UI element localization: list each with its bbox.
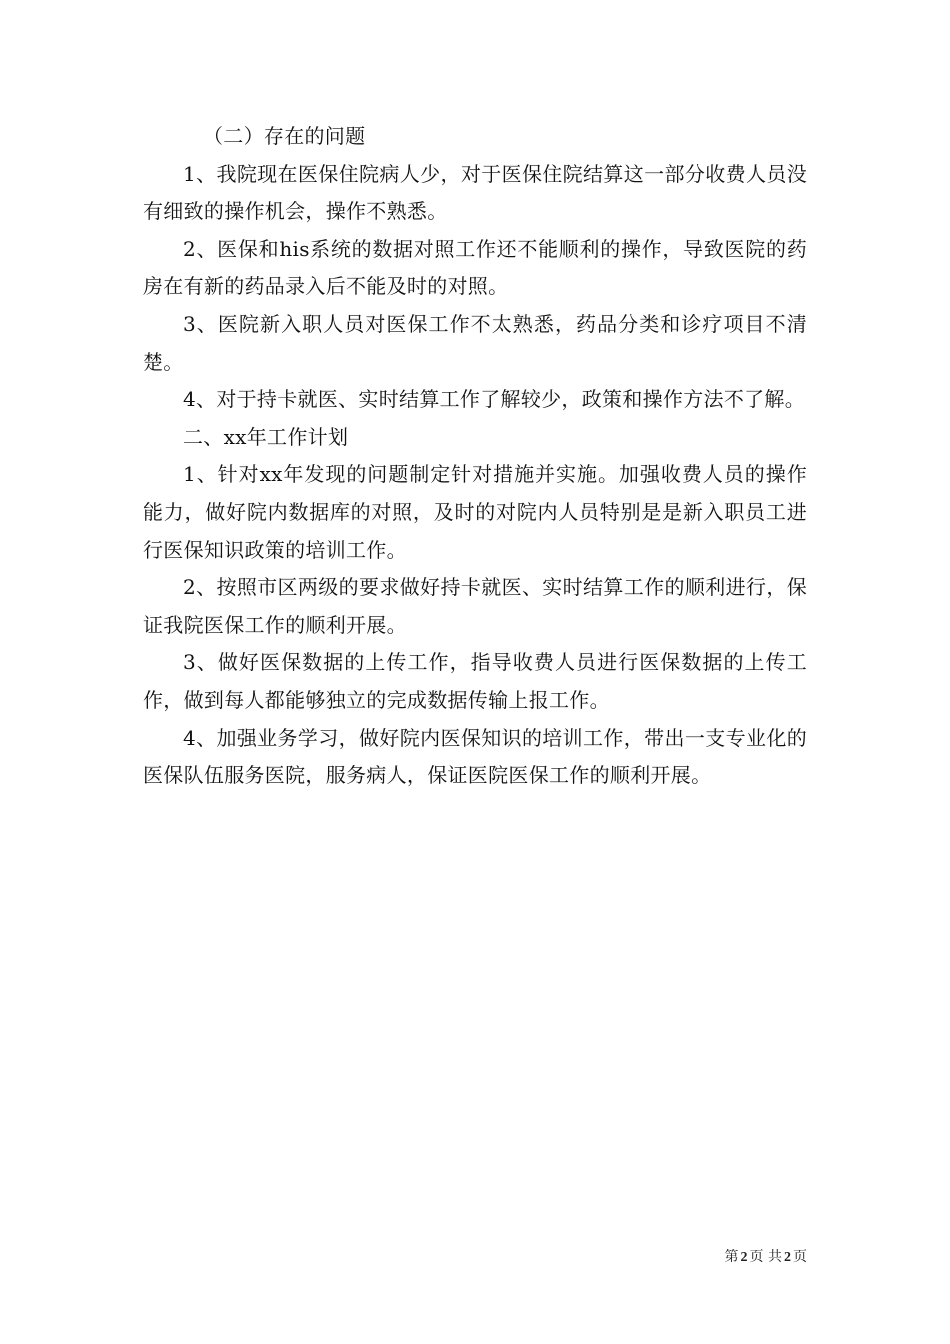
footer-prefix: 第 [724, 1249, 739, 1265]
page-footer [725, 1246, 807, 1266]
problem-item-3: 3、医院新入职人员对医保工作不太熟悉，药品分类和诊疗项目不清楚。 [143, 311, 807, 374]
problem-item-1: 1、我院现在医保住院病人少，对于医保住院结算这一部分收费人员没有细致的操作机会，操作不熟悉。 [143, 161, 807, 224]
plan-item-2: 2、按照市区两级的要求做好持卡就医、实时结算工作的顺利进行，保证我院医保工作的顺利开展。 [143, 575, 807, 637]
plan-item-1: 1、针对xx年发现的问题制定针对措施并实施。加强收费人员的操作能力，做好院内数据库的对照，及时的对院内人员特别是是新入职员工进行医保知识政策的培训工作。 [143, 462, 807, 562]
footer-suffix: 页 [793, 1249, 807, 1265]
plan-item-4: 4、加强业务学习，做好院内医保知识的培训工作，带出一支专业化的医保队伍服务医院，服务病人，保证医院医保工作的顺利开展。 [143, 725, 807, 788]
problem-item-2: 2、医保和his系统的数据对照工作还不能顺利的操作，导致医院的药房在有新的药品录入后不能及时的对照。 [143, 236, 807, 299]
footer-total-pages: 2 [784, 1250, 791, 1265]
plan-item-3: 3、做好医保数据的上传工作，指导收费人员进行医保数据的上传工作，做到每人都能够独立的完成数据传输上报工作。 [143, 650, 807, 712]
document-body [143, 118, 807, 795]
footer-current-page: 2 [740, 1250, 748, 1265]
problem-item-4: 4、对于持卡就医、实时结算工作了解较少，政策和操作方法不了解。 [183, 387, 806, 412]
section-heading-plan: 二、xx年工作计划 [183, 424, 349, 449]
footer-middle: 页 共 [749, 1249, 782, 1265]
section-heading-problems: （二）存在的问题 [203, 124, 366, 148]
